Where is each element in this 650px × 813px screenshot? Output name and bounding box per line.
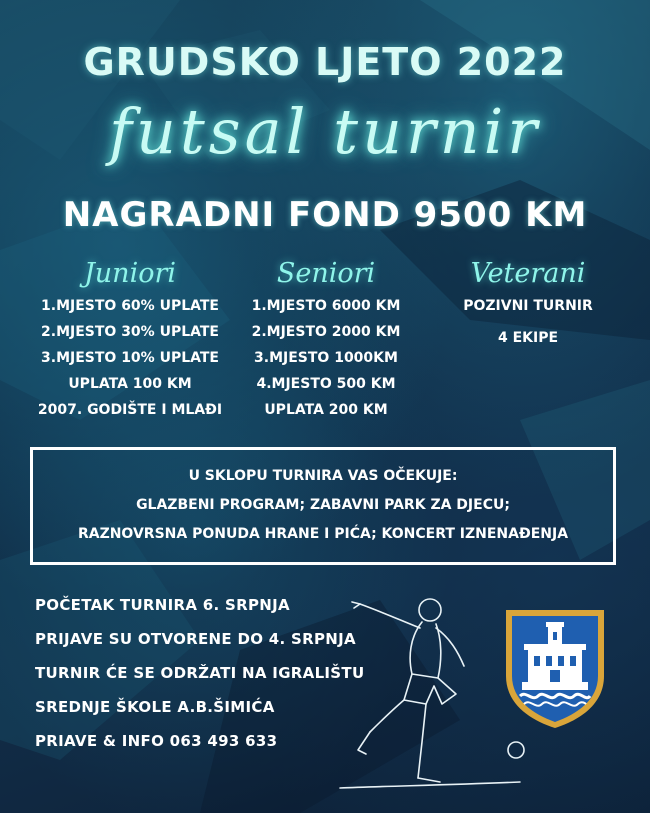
juniori-line: 2007. GODIŠTE I MLAĐI bbox=[37, 402, 223, 418]
seniori-heading: Seniori bbox=[276, 258, 376, 289]
juniori-line: 2.MJESTO 30% UPLATE bbox=[41, 324, 219, 340]
seniori-line: 3.MJESTO 1000KM bbox=[254, 350, 398, 366]
detail-line: SREDNJE ŠKOLE A.B.ŠIMIĆA bbox=[35, 698, 275, 716]
juniori-line: 3.MJESTO 10% UPLATE bbox=[41, 350, 219, 366]
crest-icon bbox=[500, 604, 610, 732]
seniori-line: 2.MJESTO 2000 KM bbox=[251, 324, 401, 340]
info-box-line: U SKLOPU TURNIRA VAS OČEKUJE: bbox=[188, 468, 458, 484]
seniori-line: 4.MJESTO 500 KM bbox=[256, 376, 396, 392]
detail-line: POČETAK TURNIRA 6. SRPNJA bbox=[35, 596, 290, 614]
seniori-column bbox=[228, 258, 424, 423]
info-box bbox=[30, 447, 616, 565]
info-box-line: RAZNOVRSNA PONUDA HRANE I PIĆA; KONCERT IZNENAĐENJA bbox=[77, 526, 569, 542]
detail-line: TURNIR ĆE SE ODRŽATI NA IGRALIŠTU bbox=[35, 664, 365, 682]
juniori-heading: Juniori bbox=[83, 258, 177, 289]
seniori-line: 1.MJESTO 6000 KM bbox=[251, 298, 401, 314]
juniori-column bbox=[20, 258, 240, 423]
prize-fund: NAGRADNI FOND 9500 KM bbox=[62, 195, 588, 235]
veterani-line: POZIVNI TURNIR bbox=[463, 298, 593, 314]
detail-line: PRIAVE & INFO 063 493 633 bbox=[35, 732, 278, 750]
script-title: futsal turnir bbox=[109, 95, 541, 168]
detail-line: PRIJAVE SU OTVORENE DO 4. SRPNJA bbox=[35, 630, 356, 648]
main-title: GRUDSKO LJETO 2022 bbox=[83, 40, 567, 84]
info-box-line: GLAZBENI PROGRAM; ZABAVNI PARK ZA DJECU; bbox=[136, 497, 510, 513]
seniori-line: UPLATA 200 KM bbox=[264, 402, 388, 418]
veterani-heading: Veterani bbox=[470, 258, 586, 289]
veterani-line: 4 EKIPE bbox=[497, 330, 559, 346]
juniori-line: UPLATA 100 KM bbox=[68, 376, 192, 392]
veterani-column bbox=[428, 258, 628, 351]
juniori-line: 1.MJESTO 60% UPLATE bbox=[41, 298, 219, 314]
